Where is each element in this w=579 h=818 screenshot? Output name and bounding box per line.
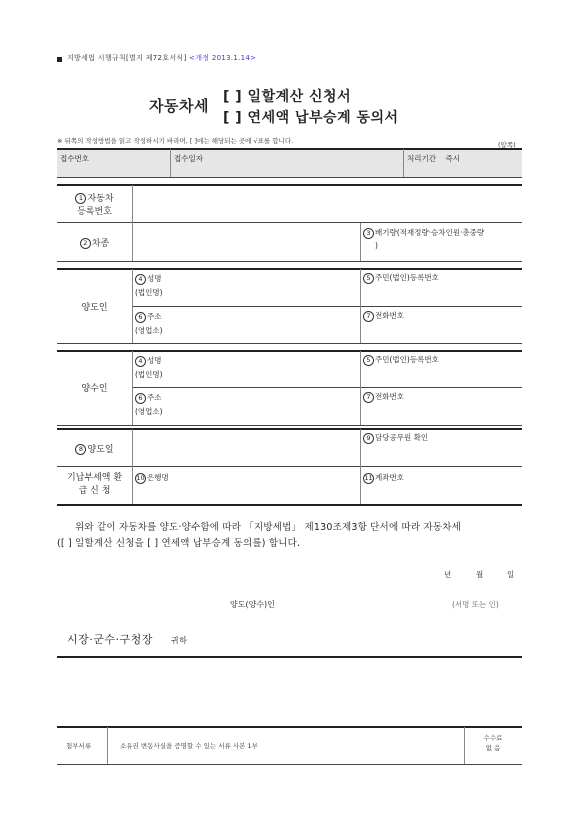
addressee: [67, 631, 187, 647]
attachments-bottom-border: [57, 764, 522, 765]
line: [57, 466, 522, 467]
account-number-label[interactable]: 11 계좌번호: [364, 473, 404, 482]
form-title-option-succession: [ ] 연세액 납부승계 동의서: [223, 110, 399, 126]
fee-value: 없 음: [485, 744, 501, 752]
processing-period-label: 처리기간 즉시: [407, 154, 461, 163]
divider: [360, 429, 361, 504]
footer-separator: [57, 656, 522, 658]
divider: [464, 727, 465, 764]
official-check-label: 9 담당공무원 확인: [363, 432, 428, 444]
vehicle-type-label: 2 차종: [57, 236, 132, 249]
divider: [132, 429, 133, 504]
receipt-number-label: 접수번호: [60, 154, 89, 163]
circle-number-icon: 6: [135, 312, 146, 323]
transfer-date-field[interactable]: [134, 431, 358, 464]
circle-number-icon: 2: [80, 238, 91, 249]
attachments-top-border: [57, 726, 522, 728]
revision-note: <개정 2013.1.14>: [189, 54, 257, 62]
signatory-role: 양도(양수)인: [230, 600, 275, 609]
divider: [170, 149, 171, 177]
transferor-phone-label[interactable]: 7 전화번호: [363, 310, 404, 322]
circle-number-icon: 1: [75, 193, 86, 204]
form-title-main: 자동차세: [149, 97, 209, 115]
bullet-icon: [57, 57, 62, 62]
circle-number-icon: 9: [363, 433, 374, 444]
transferor-id-label[interactable]: 5 주민(법인)등록번호: [363, 272, 439, 284]
circle-number-icon: 10: [136, 473, 145, 482]
transferor-address-label[interactable]: 6 주소 (영업소): [135, 312, 163, 335]
transferee-address-label[interactable]: 6 주소 (영업소): [135, 393, 163, 416]
divider: [360, 351, 361, 425]
circle-number-icon: 7: [363, 311, 374, 322]
vehicle-reg-field[interactable]: [134, 187, 520, 220]
transfer-bottom-border: [57, 504, 522, 506]
divider: [132, 185, 133, 261]
vehicle-reg-label: 1 자동차 등록번호: [77, 194, 114, 217]
circle-number-icon: 7: [363, 392, 374, 403]
transferor-section-label: 양도인: [81, 303, 108, 313]
signature-field[interactable]: (서명 또는 인): [452, 600, 499, 609]
circle-number-icon: 5: [363, 273, 374, 284]
line: [132, 387, 522, 388]
line: [132, 306, 522, 307]
processing-period-value: 즉시: [445, 154, 461, 163]
divider: [360, 223, 361, 261]
transferor-top-border: [57, 268, 522, 270]
circle-number-icon: 5: [363, 355, 374, 366]
divider: [107, 727, 108, 764]
transferee-phone-label[interactable]: 7 전화번호: [363, 391, 404, 403]
date-day-label[interactable]: 일: [507, 570, 515, 579]
legal-basis: 지방세법 시행규칙[별지 제72호서식] <개정 2013.1.14>: [67, 54, 257, 62]
vehicle-top-border: [57, 184, 522, 186]
circle-number-icon: 3: [363, 228, 374, 239]
transferee-id-label[interactable]: 5 주민(법인)등록번호: [363, 354, 439, 366]
statement-line-1: 위와 같이 자동차를 양도·양수함에 따라 「지방세법」 제130조제3항 단서에 따라 자동차세: [75, 522, 462, 533]
addressee-suffix: 귀하: [170, 636, 188, 645]
transfer-date-label: 8 양도일: [57, 442, 132, 455]
transfer-top-border: [57, 428, 522, 430]
receipt-date-label: 접수일자: [174, 154, 203, 163]
statement-line-2: ([ ] 일할계산 신청을 [ ] 연세액 납부승계 동의를) 합니다.: [57, 538, 301, 549]
transferor-name-label[interactable]: 4 성명 (법인명): [135, 274, 163, 297]
page-side-label: (앞쪽): [498, 141, 516, 149]
circle-number-icon: 4: [135, 356, 146, 367]
addressee-name: 시장·군수·구청장: [67, 633, 153, 646]
circle-number-icon: 8: [75, 444, 86, 455]
date-year-label[interactable]: 년: [444, 570, 452, 579]
line: [57, 222, 522, 223]
refund-request-label: 기납부세액 환 급 신 청: [66, 473, 123, 496]
displacement-label[interactable]: 3 배기량(적재정량·승차인원·총중량 ): [363, 226, 520, 252]
instruction-note: ※ 뒤쪽의 작성방법을 읽고 작성하시기 바라며, [ ]에는 해당되는 곳에 √표를 합니다.: [57, 137, 294, 145]
divider: [132, 351, 133, 425]
receipt-bottom-border: [57, 177, 522, 178]
circle-number-icon: 4: [135, 274, 146, 285]
divider: [360, 269, 361, 343]
top-border: [57, 148, 522, 150]
divider: [132, 269, 133, 343]
attachments-value: 소유권 변동사실을 증명할 수 있는 서류 사본 1부: [120, 742, 258, 750]
fee-label: 수수료 없 음: [483, 734, 503, 752]
date-month-label[interactable]: 월: [476, 570, 484, 579]
divider: [403, 149, 404, 177]
attachments-label: 첨부서류: [66, 742, 92, 750]
line: [57, 425, 522, 426]
transferee-name-label[interactable]: 4 성명 (법인명): [135, 356, 163, 379]
line: [57, 261, 522, 262]
form-title-option-prorated: [ ] 일할계산 신청서: [223, 89, 352, 105]
circle-number-icon: 11: [364, 473, 373, 482]
circle-number-icon: 6: [135, 393, 146, 404]
transferee-section-label: 양수인: [81, 384, 108, 394]
transferee-top-border: [57, 350, 522, 352]
bank-name-label[interactable]: 10 은행명: [136, 473, 169, 482]
vehicle-type-field[interactable]: [134, 225, 358, 259]
line: [57, 343, 522, 344]
